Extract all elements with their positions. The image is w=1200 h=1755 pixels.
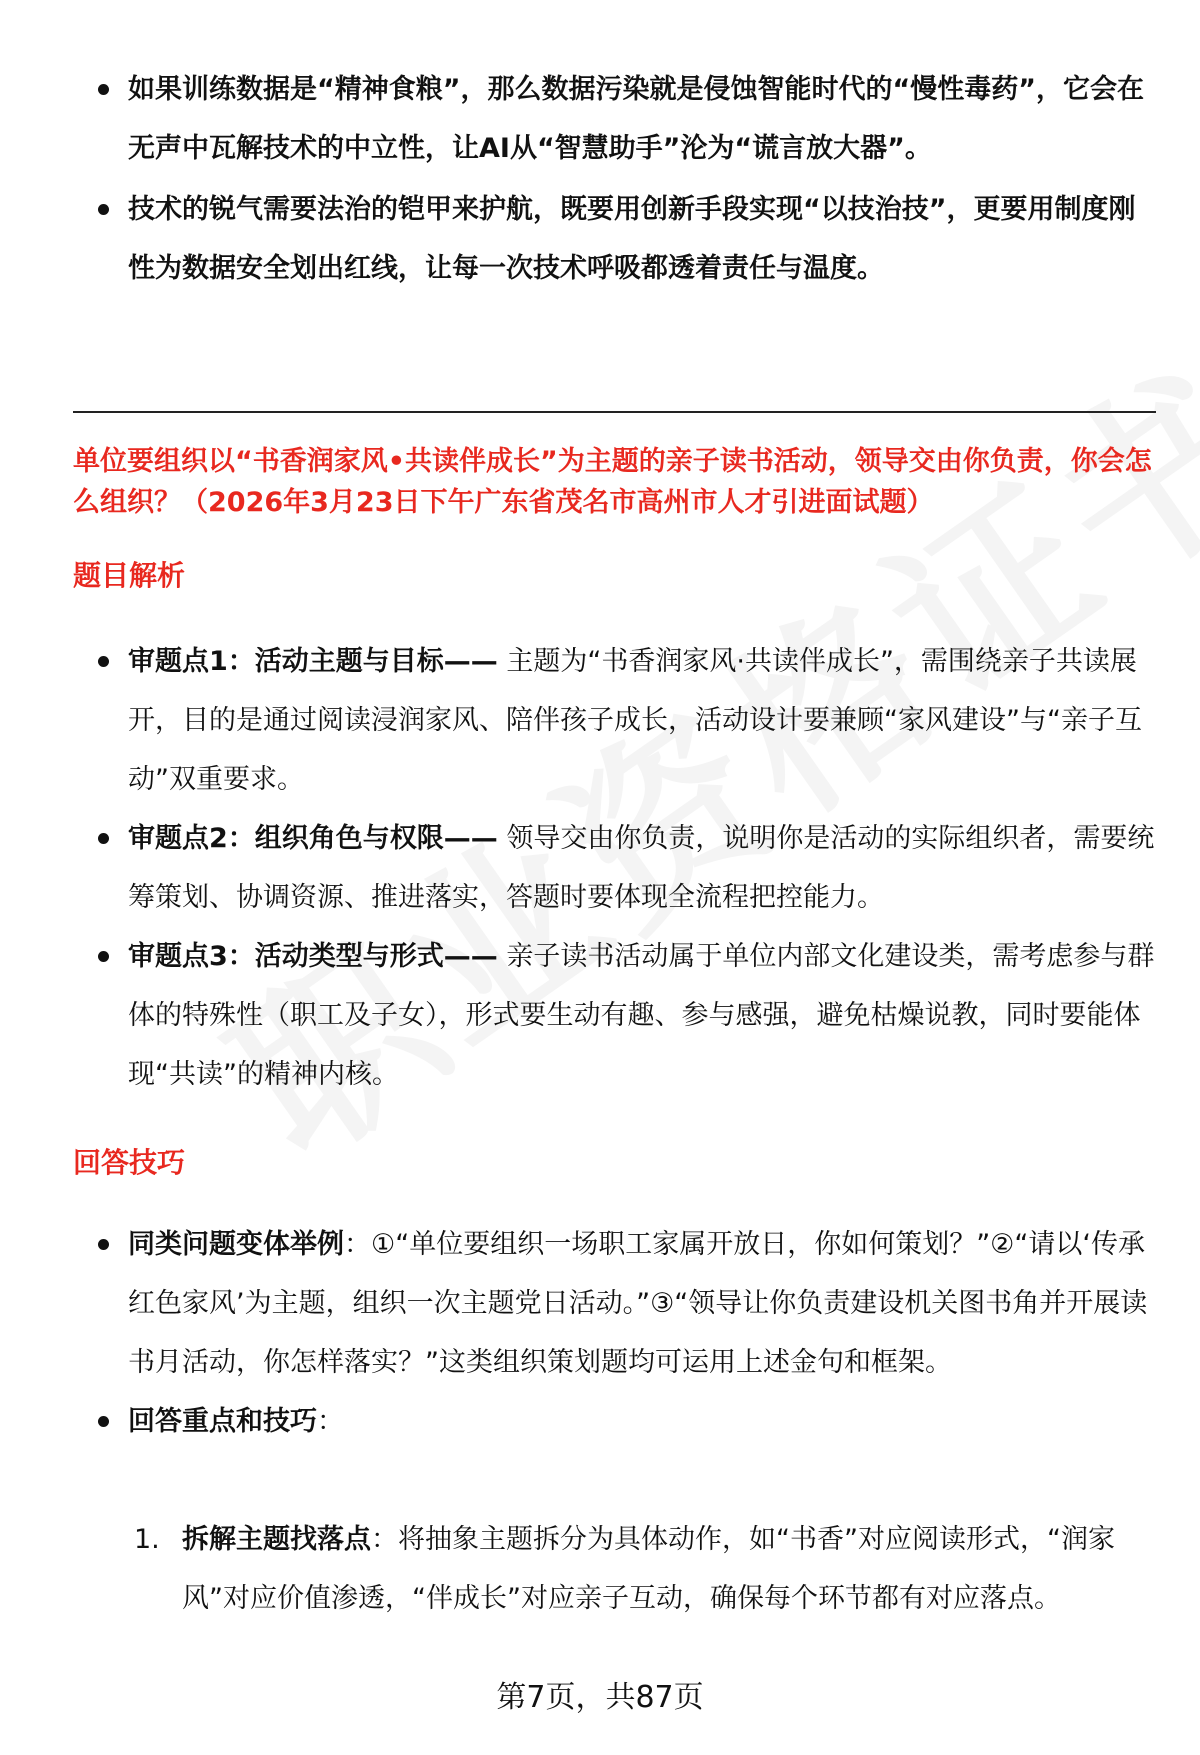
key-point-1-text: ：将抽象主题拆分为具体动作，如“书香”对应阅读形式，“润家风”对应价值渗透，“伴成长”对应亲子互动，确保每个环节都有对应落点。 bbox=[182, 1524, 1115, 1614]
key-points-suffix: ： bbox=[317, 1406, 344, 1437]
summary-bullet-2: 技术的锐气需要法治的铠甲来护航，既要用创新手段实现“以技治技”，更要用制度刚性为数据安全划出红线，让每一次技术呼吸都透着责任与温度。 bbox=[96, 180, 1156, 298]
question-title: 单位要组织以“书香润家风•共读伴成长”为主题的亲子读书活动，领导交由你负责，你会怎么组织？（2026年3月23日下午广东省茂名市高州市人才引进面试题） bbox=[73, 446, 1152, 518]
analysis-point-2-text: 领导交由你负责，说明你是活动的实际组织者，需要统筹策划、协调资源、推进落实，答题时要体现全流程把控能力。 bbox=[128, 823, 1155, 913]
analysis-point-2 bbox=[96, 809, 1156, 927]
variants-title: 同类问题变体举例 bbox=[128, 1229, 344, 1260]
variants-text: ：①“单位要组织一场职工家属开放日，你如何策划？”②“请以‘传承红色家风’为主题，组织一次主题党日活动。”③“领导让你负责建设机关图书角并开展读书月活动，你怎样落实？”这类组织策划题均可运用上述金句和框架。 bbox=[128, 1229, 1148, 1378]
analysis-heading: 题目解析 bbox=[73, 559, 186, 592]
key-points-title: 回答重点和技巧 bbox=[128, 1406, 317, 1437]
analysis-point-1-text: 主题为“书香润家风·共读伴成长”，需围绕亲子共读展开，目的是通过阅读浸润家风、陪伴孩子成长，活动设计要兼顾“家风建设”与“亲子互动”双重要求。 bbox=[128, 646, 1142, 795]
analysis-point-1 bbox=[96, 632, 1156, 809]
key-point-1-title: 拆解主题找落点 bbox=[182, 1524, 371, 1555]
key-points-numbered-list bbox=[134, 1510, 1154, 1628]
tips-list bbox=[96, 1215, 1156, 1451]
section-divider bbox=[73, 411, 1156, 413]
key-point-1 bbox=[134, 1510, 1154, 1628]
key-point-1-number: 1. bbox=[134, 1524, 160, 1555]
analysis-point-3-text: 亲子读书活动属于单位内部文化建设类，需考虑参与群体的特殊性（职工及子女），形式要生动有趣、参与感强，避免枯燥说教，同时要能体现“共读”的精神内核。 bbox=[128, 941, 1155, 1090]
key-points-bullet bbox=[96, 1392, 1156, 1451]
page-footer: 第7页，共87页 bbox=[496, 1680, 704, 1715]
tips-heading: 回答技巧 bbox=[73, 1146, 186, 1179]
summary-bullet-1: 如果训练数据是“精神食粮”，那么数据污染就是侵蚀智能时代的“慢性毒药”，它会在无声中瓦解技术的中立性，让AI从“智慧助手”沦为“谎言放大器”。 bbox=[96, 60, 1156, 178]
analysis-point-1-title: 审题点1：活动主题与目标—— bbox=[128, 646, 498, 677]
summary-bullet-list bbox=[96, 60, 1156, 298]
analysis-list bbox=[96, 632, 1156, 1104]
analysis-point-3-title: 审题点3：活动类型与形式—— bbox=[128, 941, 498, 972]
variants-bullet bbox=[96, 1215, 1156, 1392]
analysis-point-2-title: 审题点2：组织角色与权限—— bbox=[128, 823, 498, 854]
analysis-point-3 bbox=[96, 927, 1156, 1104]
